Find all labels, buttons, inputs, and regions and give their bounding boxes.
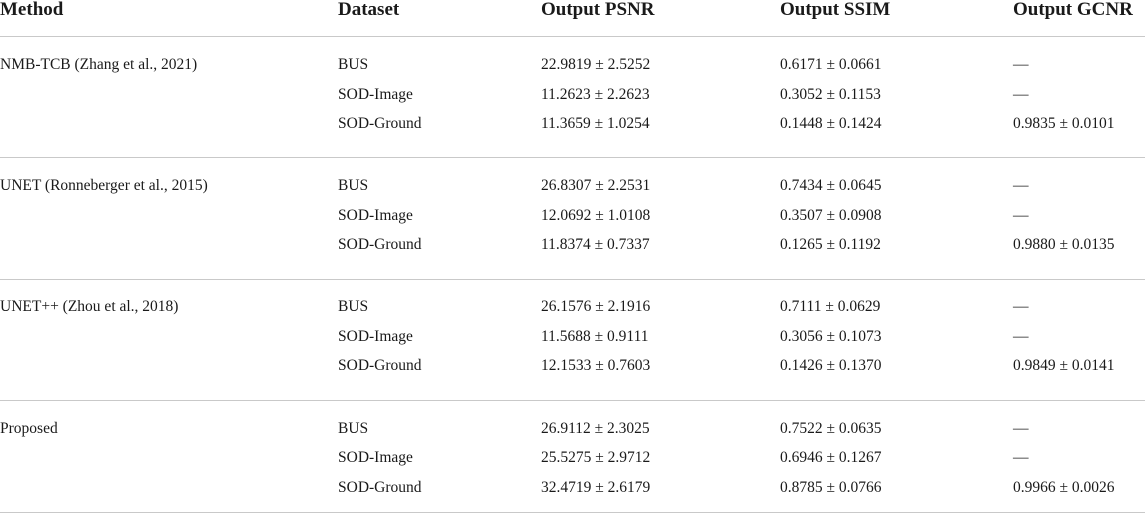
ssim-cell: 0.3507 ± 0.0908 xyxy=(780,207,882,224)
gcnr-cell: — xyxy=(1013,420,1029,437)
dataset-cell: SOD-Ground xyxy=(338,357,422,374)
method-cell: Proposed xyxy=(0,420,58,437)
ssim-cell: 0.7111 ± 0.0629 xyxy=(780,298,881,315)
dataset-cell: SOD-Image xyxy=(338,86,413,103)
psnr-cell: 26.8307 ± 2.2531 xyxy=(541,177,651,194)
ssim-cell: 0.7434 ± 0.0645 xyxy=(780,177,882,194)
psnr-cell: 11.5688 ± 0.9111 xyxy=(541,328,649,345)
gcnr-cell: 0.9880 ± 0.0135 xyxy=(1013,236,1115,253)
dataset-cell: SOD-Image xyxy=(338,328,413,345)
table-header xyxy=(0,0,1145,36)
gcnr-cell: — xyxy=(1013,86,1029,103)
dataset-cell: SOD-Image xyxy=(338,449,413,466)
gcnr-cell: 0.9835 ± 0.0101 xyxy=(1013,115,1115,132)
gcnr-cell: — xyxy=(1013,449,1029,466)
ssim-cell: 0.6171 ± 0.0661 xyxy=(780,56,882,73)
ssim-cell: 0.3056 ± 0.1073 xyxy=(780,328,882,345)
group-rule xyxy=(0,400,1145,401)
ssim-cell: 0.6946 ± 0.1267 xyxy=(780,449,882,466)
psnr-cell: 32.4719 ± 2.6179 xyxy=(541,479,651,496)
psnr-cell: 12.1533 ± 0.7603 xyxy=(541,357,651,374)
dataset-cell: SOD-Ground xyxy=(338,115,422,132)
psnr-cell: 11.3659 ± 1.0254 xyxy=(541,115,650,132)
ssim-cell: 0.8785 ± 0.0766 xyxy=(780,479,882,496)
psnr-cell: 26.1576 ± 2.1916 xyxy=(541,298,651,315)
group-rule xyxy=(0,279,1145,280)
gcnr-cell: 0.9849 ± 0.0141 xyxy=(1013,357,1115,374)
gcnr-cell: — xyxy=(1013,207,1029,224)
psnr-cell: 25.5275 ± 2.9712 xyxy=(541,449,651,466)
dataset-cell: BUS xyxy=(338,298,369,315)
dataset-cell: BUS xyxy=(338,177,369,194)
gcnr-cell: — xyxy=(1013,177,1029,194)
header-output-ssim: Output SSIM xyxy=(780,0,891,20)
gcnr-cell: — xyxy=(1013,56,1029,73)
psnr-cell: 11.8374 ± 0.7337 xyxy=(541,236,650,253)
ssim-cell: 0.1265 ± 0.1192 xyxy=(780,236,881,253)
ssim-cell: 0.7522 ± 0.0635 xyxy=(780,420,882,437)
method-cell: UNET (Ronneberger et al., 2015) xyxy=(0,177,208,194)
group-rule xyxy=(0,157,1145,158)
gcnr-cell: — xyxy=(1013,298,1029,315)
header-method: Method xyxy=(0,0,64,20)
psnr-cell: 26.9112 ± 2.3025 xyxy=(541,420,650,437)
bottom-rule xyxy=(0,512,1145,513)
method-cell: UNET++ (Zhou et al., 2018) xyxy=(0,298,179,315)
dataset-cell: SOD-Image xyxy=(338,207,413,224)
psnr-cell: 22.9819 ± 2.5252 xyxy=(541,56,651,73)
psnr-cell: 12.0692 ± 1.0108 xyxy=(541,207,651,224)
dataset-cell: SOD-Ground xyxy=(338,236,422,253)
header-dataset: Dataset xyxy=(338,0,400,20)
header-output-psnr: Output PSNR xyxy=(541,0,655,20)
psnr-cell: 11.2623 ± 2.2623 xyxy=(541,86,650,103)
header-output-gcnr: Output GCNR xyxy=(1013,0,1133,20)
dataset-cell: SOD-Ground xyxy=(338,479,422,496)
ssim-cell: 0.1426 ± 0.1370 xyxy=(780,357,882,374)
header-rule xyxy=(0,36,1145,37)
ssim-cell: 0.1448 ± 0.1424 xyxy=(780,115,882,132)
method-cell: NMB-TCB (Zhang et al., 2021) xyxy=(0,56,198,73)
gcnr-cell: — xyxy=(1013,328,1029,345)
ssim-cell: 0.3052 ± 0.1153 xyxy=(780,86,881,103)
dataset-cell: BUS xyxy=(338,56,369,73)
gcnr-cell: 0.9966 ± 0.0026 xyxy=(1013,479,1115,496)
dataset-cell: BUS xyxy=(338,420,369,437)
